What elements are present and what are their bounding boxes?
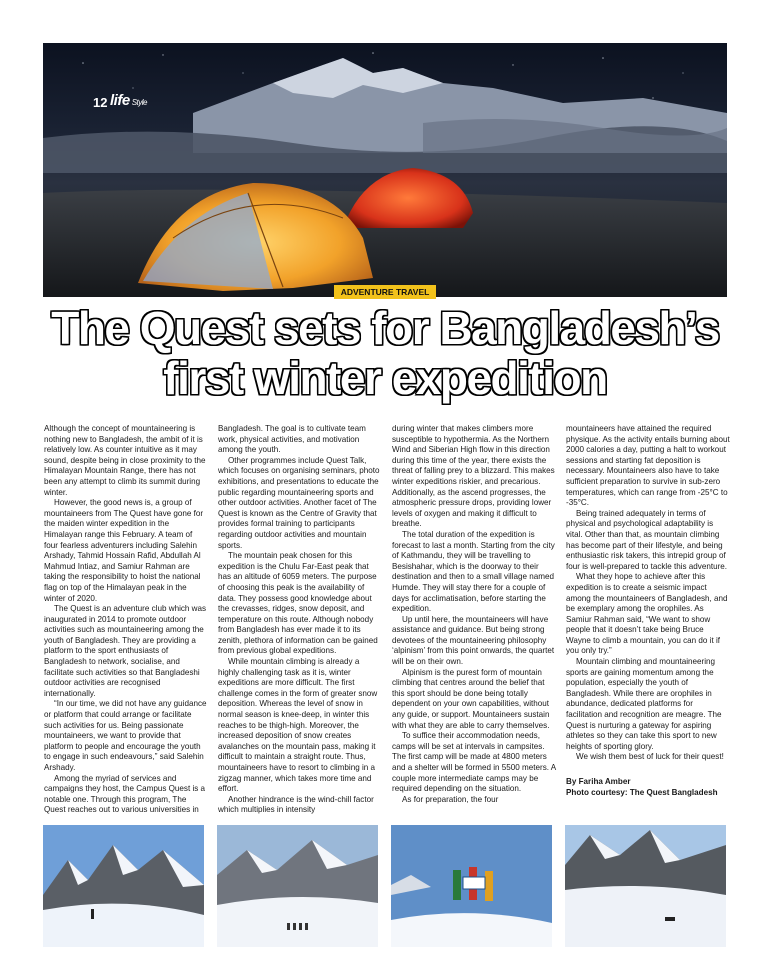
paragraph: Among the myriad of services and campaigns they host, the Campus Quest is a notable one. Through this program, The Quest reaches out to various universities in [44,773,206,815]
hero-illustration [43,43,727,297]
photo-group-camp-snow [217,825,378,947]
paragraph: Being trained adequately in terms of physical and psychological adaptability is vital. Other than that, as mountain climbing has become part of their lifestyle, and being enthusiastic risk takers, this intrepid group of four is well-prepared to tackle this adventure. [566,508,728,571]
byline: By Fariha Amber [566,777,631,786]
paragraph: Up until here, the mountaineers will have assistance and guidance. But being strong devotees of the mountaineering philosophy ‘alpinism’ from this point onwards, the quartet will be on their own. [392,614,555,667]
article-column-4 [566,424,730,798]
magazine-suffix: Style [131,98,147,107]
paragraph: What they hope to achieve after this expedition is to create a seismic impact among the mountaineers of Bangladesh, and be exemplary among the orophiles. As Samiur Rahman said, “We want to show people that it doesn’t take being Bruce Wayne to climb a mountain, you can do it if you only try.” [566,572,728,656]
red-tent [343,168,473,228]
photo-glacier-camp [565,825,726,947]
hero-photo-tents-night [43,43,727,297]
article-column-2 [218,424,382,816]
photo-climbers-with-flag [391,825,552,947]
paragraph: While mountain climbing is already a highly challenging task as it is, winter expeditions are more difficult. The first challenge comes in the form of greater snow deposition. Whereas the level of snow in normal season is knee-deep, in winter this reaches to be thigh-high. Moreover, the increased deposition of snow creates avalanches on the mountain pass, making it difficult to maintain a straight route. Thus, mountaineers have to resort to climbing in a zigzag manner, which takes more time and effort. [218,657,378,794]
photo-credit: Photo courtesy: The Quest Bangladesh [566,787,718,797]
magazine-name: life [110,92,130,109]
page-number: 12 [93,95,108,110]
paragraph: “In our time, we did not have any guidance or platform that could arrange or facilitate such activities for us. Being passionate mountaineers, we want to provide that platform to people and encourage the youth to engage in such endeavours,” said Salehin Arshady. [44,699,207,772]
paragraph: Other programmes include Quest Talk, which focuses on organising seminars, photo exhibitions, and presentations to educate the public regarding mountaineering sports and other outdoor activities. Another facet of The Quest is known as the Centre of Gravity that provides formal training to participants regarding outdoor activities and mountain sports. [218,455,380,550]
paragraph: during winter that makes climbers more susceptible to hypothermia. As the Northern Wind and Siberian High flow in this direction during this time of the year, there exists the threat of falling prey to a blizzard. This makes winter expeditions riskier, and precarious. Additionally, as the ascend progresses, the atmospheric pressure drops, providing lower levels of oxygen and making it difficult to breathe. [392,424,555,529]
paragraph: The total duration of the expedition is forecast to last a month. Starting from the city of Kathmandu, they will be travelling to Besishahar, which is the doorway to their destination and then to a small village named Humde. They will stay there for a couple of days for acclimatisation, before starting the expedition. [392,529,555,614]
article-headline [43,303,727,403]
paragraph: To suffice their accommodation needs, camps will be set at intervals in campsites. The first camp will be made at 4800 meters and a shelter will be formed in 5500 meters. A couple more intermediate camps may be required depending on the situation. [392,731,556,794]
paragraph: We wish them best of luck for their quest! [576,752,724,762]
paragraph: Bangladesh. The goal is to cultivate team work, physical activities, and motivation among the youth. [218,424,366,455]
paragraph: mountaineers have attained the required physique. As the activity entails burning about 2000 calories a day, putting a halt to workout sessions and starting fat deposition is necessary. Mountaineers also have to take sufficient preparation to survive in sub-zero temperatures, which can range from -25°C to -35°C. [566,424,730,508]
paragraph: Although the concept of mountaineering is nothing new to Bangladesh, the ambit of it is relatively low. As counter intuitive as it may sound, despite being in close proximity to the Himalayan Mountain Range, there has not been any attempt to climb its summit during winter. [44,424,206,497]
magazine-logo [110,92,147,109]
photo-snowy-peaks-climber [43,825,204,947]
paragraph: The mountain peak chosen for this expedition is the Chulu Far-East peak that has an altitude of 6059 meters. The purpose of choosing this peak is the availability of data. They possess good knowledge about the crevasses, ridges, snow deposit, and temperature on this route. Although nobody from Bangladesh has ever made it to its zenith, plethora of information can be gained from previous global expeditions. [218,551,378,656]
section-tag: ADVENTURE TRAVEL [334,285,436,299]
headline-line-1: The Quest sets for Bangladesh’s [51,302,719,354]
headline-line-2: first winter expedition [163,352,607,404]
paragraph: As for preparation, the four [402,794,499,804]
paragraph: Another hindrance is the wind-chill factor which multiplies in intensity [218,794,374,815]
article-column-1 [44,424,208,816]
paragraph: Alpinism is the purest form of mountain climbing that centres around the belief that this sport should be done being totally dependent on your own capabilities, without any guide, or support. Mountaineers sustain with what they are able to carry themselves. [392,667,550,730]
paragraph: Mountain climbing and mountaineering sports are gaining momentum among the population, especially the youth of Bangladesh. While there are orophiles in abundance, dedicated platforms for facilitation and recognition are meagre. The Quest is nurturing a gateway for aspiring athletes so they can take this sport to new heights of sporting glory. [566,657,722,751]
article-column-3 [392,424,556,805]
paragraph: However, the good news is, a group of mountaineers from The Quest have gone for the maiden winter expedition in the Himalayan range this February. A team of four fearless adventurers including Salehin Arshady, Tahmid Hossain Rafid, Abdullah Al Mahmud Intiaz, and Samiur Rahman are taking the responsibility to hoist the national flag on top of the Himalayan peak in the winter of 2020. [44,498,204,603]
paragraph: The Quest is an adventure club which was inaugurated in 2014 to promote outdoor activities such as mountaineering among the youth of Bangladesh. They are providing a platform to the sport enthusiasts of Bangladesh to network, socialise, and facilitate such activities so that Bangladeshi outdoor activities are recognised internationally. [44,604,207,698]
